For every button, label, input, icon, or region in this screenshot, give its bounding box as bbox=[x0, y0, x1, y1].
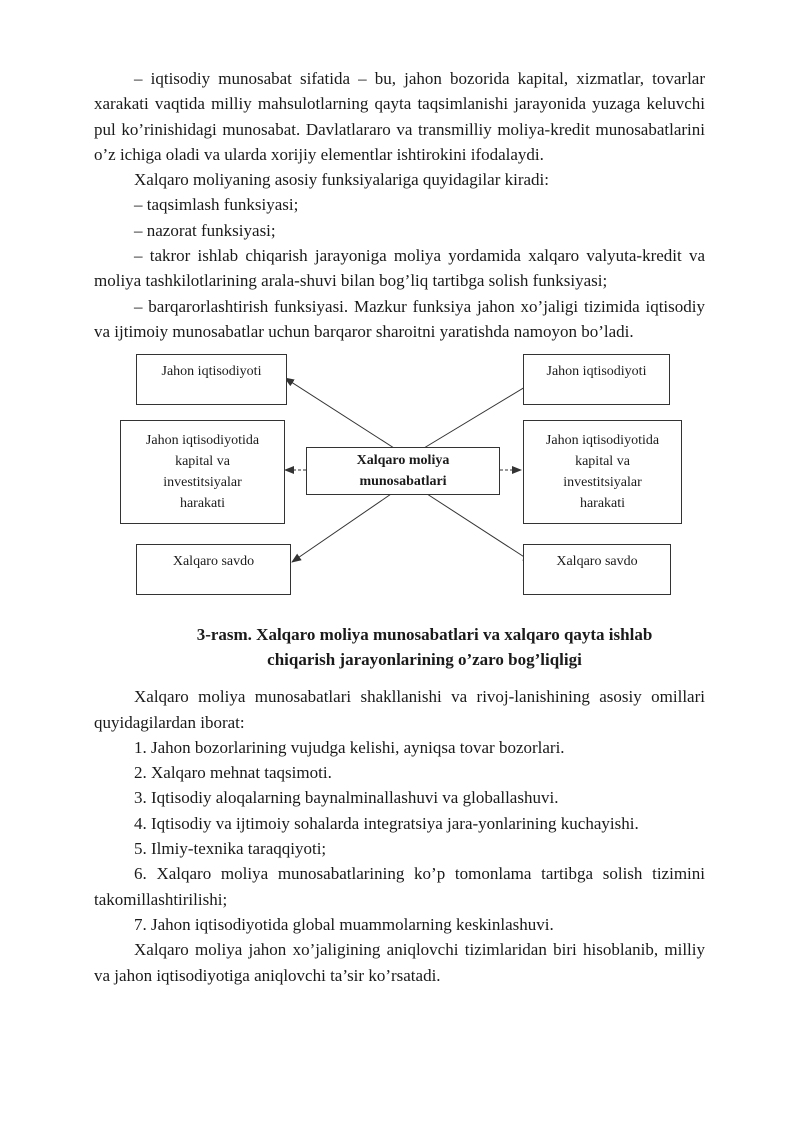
box-center: Xalqaro moliya munosabatlari bbox=[306, 447, 500, 495]
box-left-mid: Jahon iqtisodiyotida kapital va investitsiyalar harakati bbox=[120, 420, 285, 524]
function-item-1: – taqsimlash funksiyasi; bbox=[134, 195, 299, 215]
relations-diagram bbox=[94, 352, 705, 610]
closing-paragraph: Xalqaro moliya jahon xo’jaligining aniqlovchi tizimlaridan biri hisoblanib, milliy va jahon iqtisodiyotiga aniqlovchi ta’sir ko’rsatadi. bbox=[94, 940, 705, 985]
function-item-2: – nazorat funksiyasi; bbox=[134, 220, 276, 240]
figure-caption: 3-rasm. Xalqaro moliya munosabatlari va xalqaro qayta ishlab chiqarish jarayonlarining o’zaro bog’liqligi bbox=[196, 625, 653, 670]
arrow-to-left-top bbox=[285, 378, 394, 448]
intro-paragraph-1: – iqtisodiy munosabat sifatida – bu, jahon bozorida kapital, xizmatlar, tovarlar xarakati vaqtida milliy mahsulotlarning qayta taqsimlanishi jarayonida yuzaga keluvchi pul ko’rinishidagi munosabat. Davlatlararo va transmilliy moliya-kredit munosabatlarini o’z ichiga oladi va ularda xorijiy elementlar ishtirokini ifodalaydi. bbox=[94, 69, 705, 164]
box-right-mid: Jahon iqtisodiyotida kapital va investitsiyalar harakati bbox=[523, 420, 682, 524]
factors-intro: Xalqaro moliya munosabatlari shakllanishi va rivoj-lanishining asosiy omillari quyidagilardan iborat: bbox=[94, 687, 705, 732]
factor-item-5: 5. Ilmiy-texnika taraqqiyoti; bbox=[134, 839, 327, 859]
factor-item-6: 6. Xalqaro moliya munosabatlarining ko’p tomonlama tartibga solish tizimini takomillashtirilishi; bbox=[94, 864, 705, 909]
arrow-to-left-bottom bbox=[292, 492, 394, 562]
factor-item-4: 4. Iqtisodiy va ijtimoiy sohalarda integratsiya jara-yonlarining kuchayishi. bbox=[134, 813, 639, 833]
box-left-top: Jahon iqtisodiyoti bbox=[136, 354, 287, 405]
factor-item-1: 1. Jahon bozorlarining vujudga kelishi, ayniqsa tovar bozorlari. bbox=[134, 737, 565, 757]
factor-item-2: 2. Xalqaro mehnat taqsimoti. bbox=[134, 763, 332, 783]
box-right-bottom: Xalqaro savdo bbox=[523, 544, 671, 595]
arrow-to-right-bottom bbox=[424, 492, 532, 562]
box-left-bottom: Xalqaro savdo bbox=[136, 544, 291, 595]
factor-item-7: 7. Jahon iqtisodiyotida global muammolarning keskinlashuvi. bbox=[134, 914, 554, 934]
intro-paragraph-2: Xalqaro moliyaning asosiy funksiyalariga quyidagilar kiradi: bbox=[134, 170, 549, 190]
document-page bbox=[94, 66, 705, 988]
function-item-3: – takror ishlab chiqarish jarayoniga moliya yordamida xalqaro valyuta-kredit va moliya tashkilotlarining arala-shuvi bilan bog’liq tartibga solish funksiyasi; bbox=[94, 246, 705, 291]
box-right-top: Jahon iqtisodiyoti bbox=[523, 354, 670, 405]
function-item-4: – barqarorlashtirish funksiyasi. Mazkur funksiya jahon xo’jaligi tizimida iqtisodiy va ijtimoiy munosabatlar uchun barqaror sharoitni yaratishda namoyon bo’ladi. bbox=[94, 296, 705, 341]
factor-item-3: 3. Iqtisodiy aloqalarning baynalminallashuvi va globallashuvi. bbox=[134, 788, 559, 808]
